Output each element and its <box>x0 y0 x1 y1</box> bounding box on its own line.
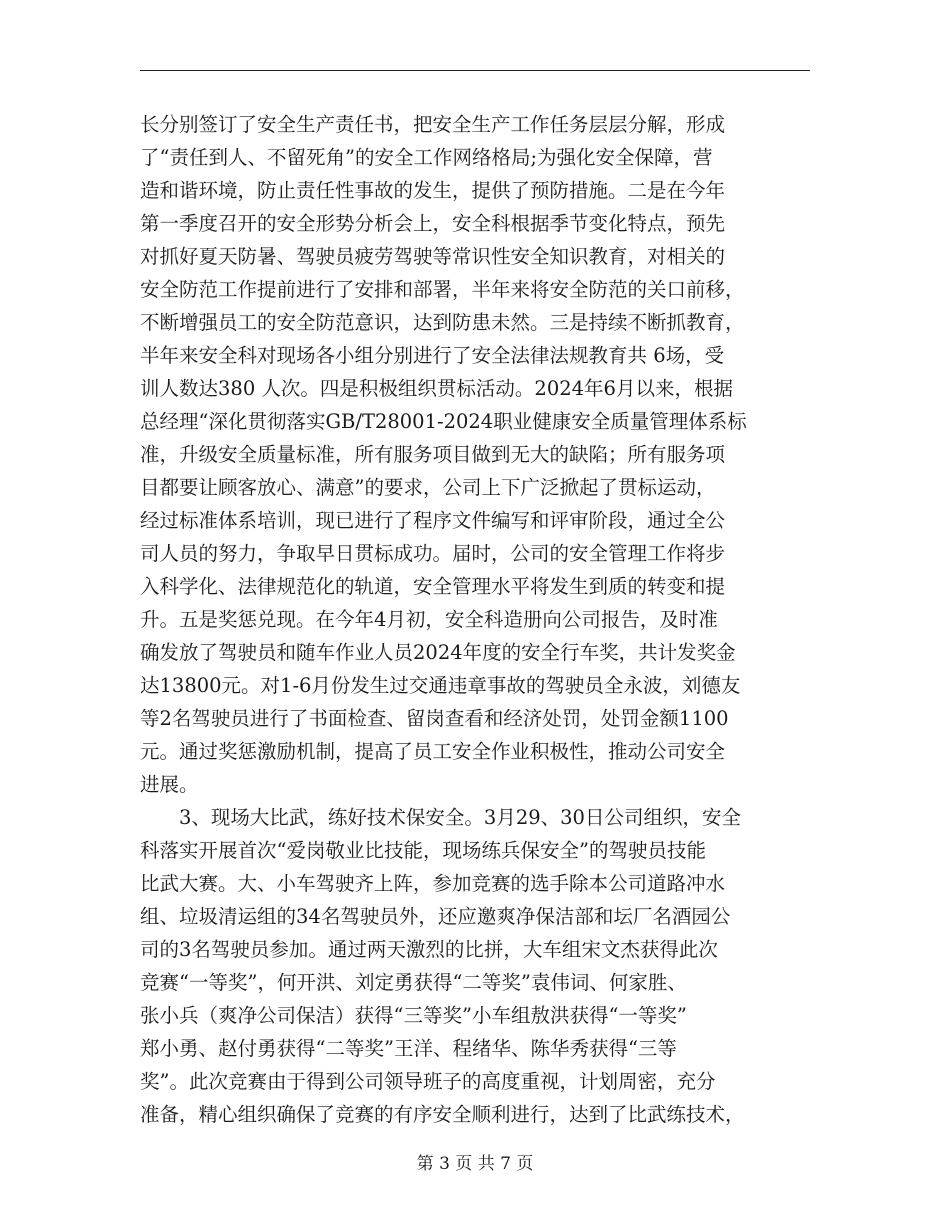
text-line: 总经理“深化贯彻落实GB/T28001-2024职业健康安全质量管理体系标 <box>140 410 747 433</box>
text-line: 造和谐环境，防止责任性事故的发生，提供了预防措施。二是在今年 <box>140 179 726 202</box>
text-line: 司人员的努力，争取早日贯标成功。届时，公司的安全管理工作将步 <box>140 542 726 565</box>
document-body <box>140 108 810 1131</box>
text-line: 确发放了驾驶员和随车作业人员2024年度的安全行车奖，共计发奖金 <box>140 641 736 664</box>
text-line: 准，升级安全质量标准，所有服务项目做到无大的缺陷；所有服务项 <box>140 443 726 466</box>
text-line: 科落实开展首次“爱岗敬业比技能，现场练兵保安全”的驾驶员技能 <box>140 839 706 862</box>
text-line: 达13800元。对1-6月份发生过交通违章事故的驾驶员全永波，刘德友 <box>140 674 741 697</box>
text-line: 了“责任到人、不留死角”的安全工作网络格局;为强化安全保障，营 <box>140 146 713 169</box>
text-line: 郑小勇、赵付勇获得“二等奖”王洋、程绪华、陈华秀获得“三等 <box>140 1037 677 1060</box>
text-line: 竞赛“一等奖”，何开洪、刘定勇获得“二等奖”袁伟词、何家胜、 <box>140 971 687 994</box>
text-line: 第一季度召开的安全形势分析会上，安全科根据季节变化特点，预先 <box>140 212 726 235</box>
text-line: 等2名驾驶员进行了书面检查、留岗查看和经济处罚，处罚金额1100 <box>140 707 729 730</box>
text-line: 升。五是奖惩兑现。在今年4月初，安全科造册向公司报告，及时准 <box>140 608 718 631</box>
text-line: 训人数达380 人次。四是积极组织贯标活动。2024年6月以来，根据 <box>140 377 733 400</box>
text-line: 元。通过奖惩激励机制，提高了员工安全作业积极性，推动公司安全 <box>140 740 726 763</box>
text-line: 安全防范工作提前进行了安排和部署，半年来将安全防范的关口前移， <box>140 278 745 301</box>
text-line: 进展。 <box>140 773 199 796</box>
text-line: 比武大赛。大、小车驾驶齐上阵，参加竞赛的选手除本公司道路冲水 <box>140 872 726 895</box>
header-rule <box>140 70 810 71</box>
text-line: 对抓好夏天防暑、驾驶员疲劳驾驶等常识性安全知识教育，对相关的 <box>140 245 726 268</box>
text-line: 不断增强员工的安全防范意识，达到防患未然。三是持续不断抓教育， <box>140 311 745 334</box>
text-line: 经过标准体系培训，现已进行了程序文件编写和评审阶段，通过全公 <box>140 509 726 532</box>
text-line: 准备，精心组织确保了竞赛的有序安全顺利进行，达到了比武练技术， <box>140 1103 745 1126</box>
text-line: 目都要让顾客放心、满意”的要求，公司上下广泛掀起了贯标运动， <box>140 476 716 499</box>
text-line: 组、垃圾清运组的34名驾驶员外，还应邀爽净保洁部和坛厂名酒园公 <box>140 905 731 928</box>
text-line: 长分别签订了安全生产责任书，把安全生产工作任务层层分解，形成 <box>140 113 726 136</box>
page-number: 第 3 页 共 7 页 <box>416 1154 534 1174</box>
text-line: 3、现场大比武，练好技术保安全。3月29、30日公司组织，安全 <box>140 806 741 829</box>
text-line: 半年来安全科对现场各小组分别进行了安全法律法规教育共 6场，受 <box>140 344 725 367</box>
text-line: 入科学化、法律规范化的轨道，安全管理水平将发生到质的转变和提 <box>140 575 726 598</box>
text-line: 张小兵（爽净公司保洁）获得“三等奖”小车组敖洪获得“一等奖” <box>140 1004 687 1027</box>
text-line: 司的3名驾驶员参加。通过两天激烈的比拼，大车组宋文杰获得此次 <box>140 938 718 961</box>
text-line: 奖”。此次竞赛由于得到公司领导班子的高度重视，计划周密，充分 <box>140 1070 716 1093</box>
